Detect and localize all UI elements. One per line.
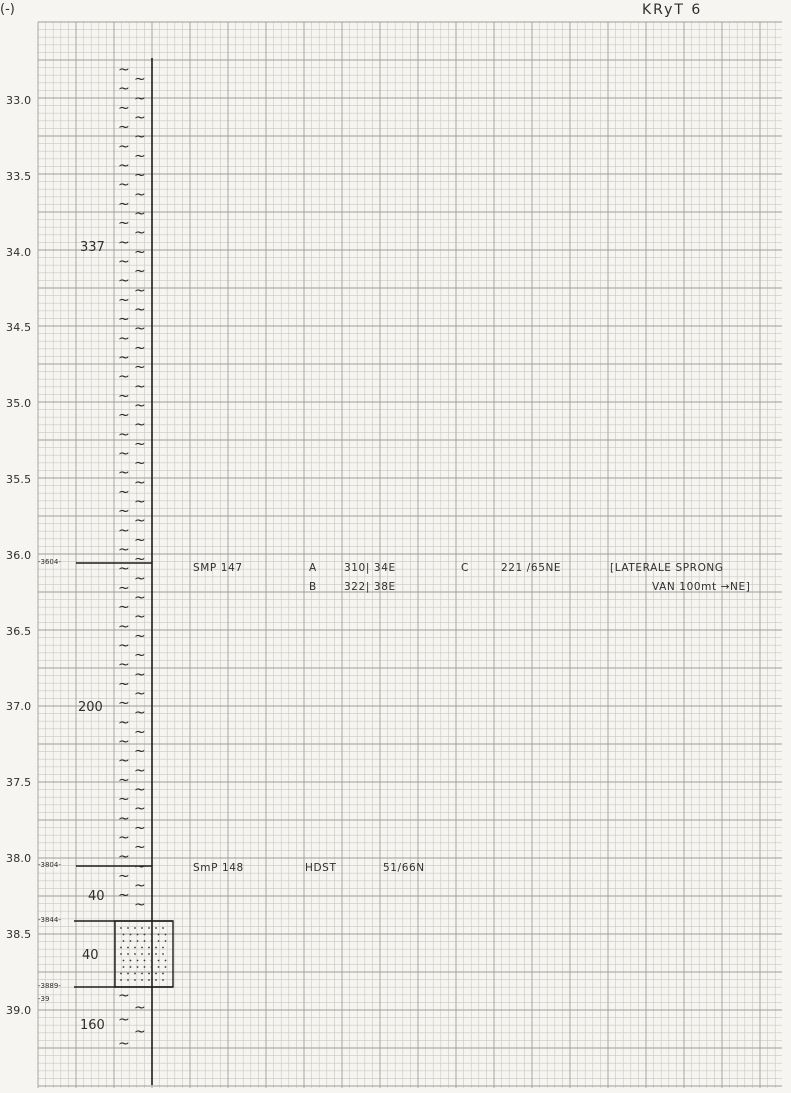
wavy-mark: ~ bbox=[134, 282, 146, 299]
sand-dot bbox=[155, 979, 157, 981]
sand-dot bbox=[151, 940, 153, 942]
wavy-mark: ~ bbox=[118, 542, 130, 558]
wavy-mark: ~ bbox=[134, 724, 146, 741]
wavy-mark: ~ bbox=[134, 897, 146, 914]
thickness-40-upper: 40 bbox=[88, 889, 105, 904]
sand-dot bbox=[127, 953, 129, 955]
wavy-mark: ~ bbox=[134, 225, 146, 242]
depth-label: 37.5 bbox=[6, 776, 32, 790]
smp148-value: 51/66N bbox=[383, 862, 425, 874]
sand-dot bbox=[151, 966, 153, 968]
wavy-mark: ~ bbox=[134, 90, 146, 107]
wavy-mark: ~ bbox=[118, 988, 130, 1004]
sand-dot bbox=[120, 947, 122, 949]
wavy-mark: ~ bbox=[134, 743, 146, 760]
smp147-note-line2: VAN 100mt →NE] bbox=[652, 581, 751, 593]
wavy-mark: ~ bbox=[134, 206, 146, 222]
sandstone-box bbox=[115, 921, 173, 987]
sand-dot bbox=[134, 953, 136, 955]
depth-label: 35.5 bbox=[6, 473, 32, 486]
wavy-mark: ~ bbox=[118, 446, 130, 462]
boundary-label-3844: -3844- bbox=[38, 916, 61, 924]
sand-dot bbox=[134, 927, 136, 929]
wavy-mark: ~ bbox=[118, 119, 130, 136]
wavy-mark: ~ bbox=[118, 1036, 130, 1052]
wavy-mark: ~ bbox=[134, 590, 146, 606]
thickness-40-lower: 40 bbox=[82, 948, 99, 963]
sand-dot bbox=[130, 940, 132, 942]
sand-dot bbox=[158, 960, 160, 962]
wavy-mark: ~ bbox=[118, 177, 130, 194]
depth-label: 35.0 bbox=[6, 397, 32, 411]
wavy-mark: ~ bbox=[118, 638, 130, 654]
sand-dot bbox=[123, 966, 125, 968]
wavy-mark: ~ bbox=[134, 762, 146, 779]
wavy-mark: ~ bbox=[118, 503, 130, 520]
wavy-mark: ~ bbox=[118, 734, 130, 750]
wavy-mark: ~ bbox=[118, 100, 130, 117]
sand-dot bbox=[162, 927, 164, 929]
wavy-mark: ~ bbox=[134, 244, 146, 261]
wavy-mark: ~ bbox=[118, 830, 130, 846]
wavy-mark: ~ bbox=[118, 676, 130, 693]
wavy-mark: ~ bbox=[134, 110, 146, 126]
sand-dot bbox=[134, 979, 136, 981]
smp147-b-value: 322| 38E bbox=[344, 581, 396, 593]
wavy-mark: ~ bbox=[134, 494, 146, 510]
depth-label: 34.0 bbox=[6, 245, 32, 259]
sand-dot bbox=[165, 966, 167, 968]
wavy-mark: ~ bbox=[118, 791, 130, 808]
sand-dot bbox=[123, 960, 125, 962]
boundary-label-3604: -3604- bbox=[38, 558, 61, 566]
depth-label: 36.0 bbox=[6, 548, 32, 562]
thickness-160: 160 bbox=[80, 1018, 105, 1033]
sand-dot bbox=[148, 947, 150, 949]
smp147-b-label: B bbox=[309, 581, 317, 593]
wavy-mark: ~ bbox=[134, 167, 146, 184]
sand-dot bbox=[127, 927, 129, 929]
wavy-mark: ~ bbox=[134, 398, 146, 414]
wavy-mark: ~ bbox=[118, 561, 130, 578]
wavy-mark: ~ bbox=[118, 254, 130, 270]
sand-dot bbox=[144, 966, 146, 968]
sand-dot bbox=[144, 960, 146, 962]
sand-dot bbox=[137, 940, 139, 942]
wavy-mark: ~ bbox=[118, 196, 130, 213]
sand-dot bbox=[141, 927, 143, 929]
sand-dot bbox=[137, 960, 139, 962]
wavy-mark: ~ bbox=[118, 138, 130, 155]
wavy-mark: ~ bbox=[134, 474, 146, 491]
sand-dot bbox=[120, 973, 122, 975]
wavy-mark: ~ bbox=[134, 417, 146, 434]
sand-dot bbox=[155, 927, 157, 929]
wavy-mark: ~ bbox=[134, 263, 146, 280]
sand-dot bbox=[155, 947, 157, 949]
depth-label: 37.0 bbox=[6, 700, 32, 714]
sand-dot bbox=[158, 934, 160, 936]
wavy-mark: ~ bbox=[118, 292, 130, 309]
wavy-mark: ~ bbox=[134, 513, 146, 530]
sand-dot bbox=[130, 934, 132, 936]
wavy-mark: ~ bbox=[118, 330, 130, 347]
smp148-type: HDST bbox=[305, 862, 337, 874]
wavy-mark: ~ bbox=[118, 388, 130, 405]
wavy-mark: ~ bbox=[118, 369, 130, 386]
wavy-mark: ~ bbox=[118, 810, 130, 827]
wavy-mark: ~ bbox=[134, 129, 146, 146]
sand-dot bbox=[158, 966, 160, 968]
wavy-mark: ~ bbox=[134, 148, 146, 165]
smp147-a-label: A bbox=[309, 562, 317, 574]
sand-dot bbox=[162, 973, 164, 975]
sand-dot bbox=[137, 966, 139, 968]
depth-label: 34.5 bbox=[6, 321, 32, 335]
sand-dot bbox=[144, 940, 146, 942]
smp147-c-label: C bbox=[461, 562, 469, 574]
wavy-mark: ~ bbox=[134, 359, 146, 376]
sand-dot bbox=[148, 927, 150, 929]
wavy-mark: ~ bbox=[134, 820, 146, 837]
sand-dot bbox=[120, 927, 122, 929]
wavy-mark: ~ bbox=[134, 302, 146, 318]
boundary-label-39: -39 bbox=[38, 995, 50, 1003]
sand-dot bbox=[162, 953, 164, 955]
sand-dot bbox=[144, 934, 146, 936]
thickness-200: 200 bbox=[78, 700, 103, 715]
wavy-mark: ~ bbox=[118, 618, 130, 635]
sheet-title: KRyT 6 bbox=[642, 2, 703, 18]
wavy-mark: ~ bbox=[118, 234, 130, 251]
boundary-label-3889: -3889- bbox=[38, 982, 61, 990]
wavy-mark: ~ bbox=[118, 868, 130, 885]
sand-dot bbox=[155, 953, 157, 955]
wavy-mark: ~ bbox=[134, 782, 146, 798]
wavy-mark: ~ bbox=[134, 705, 146, 722]
smp147-c-value: 221 /65NE bbox=[501, 562, 562, 574]
wavy-mark: ~ bbox=[134, 666, 146, 683]
sand-dot bbox=[162, 947, 164, 949]
wavy-mark: ~ bbox=[118, 522, 130, 539]
smp147-note-line1: [LATERALE SPRONG bbox=[610, 562, 724, 574]
wavy-mark: ~ bbox=[118, 714, 130, 731]
wavy-mark: ~ bbox=[118, 599, 130, 616]
wavy-mark: ~ bbox=[118, 81, 130, 98]
smp148-id: SmP 148 bbox=[193, 862, 244, 874]
wavy-mark: ~ bbox=[118, 215, 130, 232]
wavy-mark: ~ bbox=[134, 647, 146, 664]
wavy-mark: ~ bbox=[134, 570, 146, 587]
wavy-mark: ~ bbox=[134, 878, 146, 894]
wavy-mark: ~ bbox=[134, 551, 146, 568]
wavy-mark: ~ bbox=[118, 657, 130, 674]
sand-dot bbox=[148, 979, 150, 981]
wavy-mark: ~ bbox=[134, 321, 146, 338]
boundary-label-3804: -3804- bbox=[38, 861, 61, 869]
wavy-mark: ~ bbox=[134, 455, 146, 472]
wavy-mark: ~ bbox=[118, 158, 130, 174]
wavy-mark: ~ bbox=[134, 436, 146, 453]
wavy-mark: ~ bbox=[134, 340, 146, 357]
wavy-mark: ~ bbox=[118, 407, 130, 424]
sand-dot bbox=[151, 960, 153, 962]
sand-dot bbox=[134, 947, 136, 949]
smp147-id: SMP 147 bbox=[193, 562, 243, 574]
sand-dot bbox=[141, 979, 143, 981]
wavy-mark: ~ bbox=[134, 532, 146, 549]
wavy-mark: ~ bbox=[134, 801, 146, 818]
wavy-mark: ~ bbox=[134, 1000, 146, 1016]
sand-dot bbox=[148, 973, 150, 975]
wavy-mark: ~ bbox=[134, 686, 146, 702]
depth-label: 33.5 bbox=[6, 169, 32, 183]
sand-dot bbox=[120, 979, 122, 981]
sand-dot bbox=[130, 960, 132, 962]
wavy-mark: ~ bbox=[118, 465, 130, 482]
wavy-mark: ~ bbox=[118, 1012, 130, 1028]
wavy-mark: ~ bbox=[134, 186, 146, 203]
wavy-mark: ~ bbox=[118, 580, 130, 597]
sand-dot bbox=[120, 953, 122, 955]
depth-label: 33.0 bbox=[6, 94, 32, 107]
wavy-mark: ~ bbox=[118, 484, 130, 501]
wavy-mark: ~ bbox=[118, 311, 130, 328]
wavy-mark: ~ bbox=[118, 350, 130, 366]
wavy-mark: ~ bbox=[134, 628, 146, 645]
sand-dot bbox=[155, 973, 157, 975]
wavy-mark: ~ bbox=[118, 887, 130, 904]
sand-dot bbox=[162, 979, 164, 981]
wavy-mark: ~ bbox=[118, 62, 130, 78]
sand-dot bbox=[123, 934, 125, 936]
depth-label: 38.0 bbox=[6, 852, 32, 865]
wavy-mark: ~ bbox=[118, 273, 130, 290]
sand-dot bbox=[165, 934, 167, 936]
sand-dot bbox=[127, 947, 129, 949]
sand-dot bbox=[141, 953, 143, 955]
sand-dot bbox=[148, 953, 150, 955]
sand-dot bbox=[165, 940, 167, 942]
sand-dot bbox=[127, 979, 129, 981]
sand-dot bbox=[134, 973, 136, 975]
sand-dot bbox=[137, 934, 139, 936]
sand-dot bbox=[141, 973, 143, 975]
depth-label: 36.5 bbox=[6, 624, 32, 638]
wavy-mark: ~ bbox=[118, 753, 130, 770]
sand-dot bbox=[127, 973, 129, 975]
wavy-mark: ~ bbox=[118, 849, 130, 866]
sand-dot bbox=[123, 940, 125, 942]
wavy-mark: ~ bbox=[118, 695, 130, 712]
sand-dot bbox=[158, 940, 160, 942]
depth-label: 39.0 bbox=[6, 1003, 32, 1017]
wavy-mark: ~ bbox=[118, 772, 130, 789]
sand-dot bbox=[141, 947, 143, 949]
depth-label: 38.5 bbox=[6, 927, 32, 941]
wavy-mark: ~ bbox=[134, 609, 146, 626]
left-corner-mark: (-) bbox=[0, 2, 15, 17]
wavy-mark: ~ bbox=[134, 71, 146, 88]
wavy-mark: ~ bbox=[134, 839, 146, 856]
sand-dot bbox=[151, 934, 153, 936]
thickness-337: 337 bbox=[80, 240, 105, 255]
wavy-mark: ~ bbox=[118, 426, 130, 443]
sand-dot bbox=[130, 966, 132, 968]
wavy-mark: ~ bbox=[134, 1024, 146, 1040]
sand-dot bbox=[165, 960, 167, 962]
smp147-a-value: 310| 34E bbox=[344, 562, 396, 574]
wavy-mark: ~ bbox=[134, 858, 146, 875]
wavy-mark: ~ bbox=[134, 378, 146, 395]
